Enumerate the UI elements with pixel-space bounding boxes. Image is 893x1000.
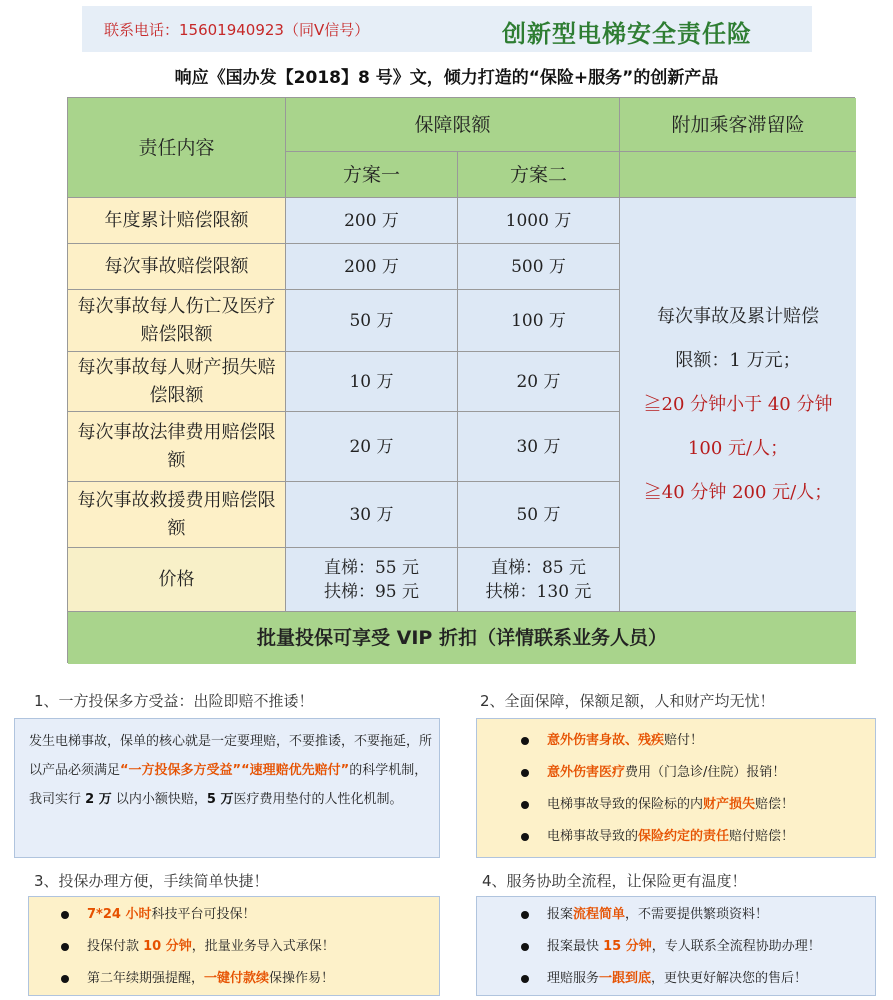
bullet-icon bbox=[521, 801, 529, 809]
price-plan1-escalator: 扶梯：95 元 bbox=[323, 581, 420, 602]
section2-title: 2、全面保障，保额足额，人和财产均无忧！ bbox=[480, 692, 775, 710]
row-plan1-value: 50 万 bbox=[286, 290, 458, 352]
row-label: 年度累计赔偿限额 bbox=[68, 198, 286, 244]
section2-list bbox=[547, 725, 893, 853]
header-plan2: 方案二 bbox=[458, 152, 620, 198]
price-plan1 bbox=[286, 548, 458, 612]
header-extra-blank bbox=[620, 152, 856, 198]
list-item: 报案最快 15 分钟，专人联系全流程协助办理！ bbox=[547, 931, 893, 963]
row-plan2-value: 30 万 bbox=[458, 412, 620, 482]
row-label: 每次事故每人伤亡及医疗赔偿限额 bbox=[68, 290, 286, 352]
price-plan2 bbox=[458, 548, 620, 612]
section3-box bbox=[28, 896, 440, 996]
list-item: 报案流程简单，不需要提供繁琐资料！ bbox=[547, 899, 893, 931]
list-item: 意外伤害医疗费用（门急诊/住院）报销！ bbox=[547, 757, 893, 789]
row-plan2-value: 500 万 bbox=[458, 244, 620, 290]
section1-box bbox=[14, 718, 440, 858]
bullet-icon bbox=[61, 911, 69, 919]
list-item: 理赔服务一跟到底，更快更好解决您的售后！ bbox=[547, 963, 893, 995]
extra-coverage-details bbox=[620, 198, 856, 612]
price-plan2-elevator: 直梯：85 元 bbox=[490, 557, 587, 578]
section2-box bbox=[476, 718, 876, 858]
list-item: 7*24 小时科技平台可投保！ bbox=[87, 899, 497, 931]
header-limit: 保障限额 bbox=[286, 98, 620, 152]
row-plan1-value: 10 万 bbox=[286, 352, 458, 412]
coverage-table bbox=[67, 97, 855, 663]
header-extra: 附加乘客滞留险 bbox=[620, 98, 856, 152]
extra-line: 限额：1 万元； bbox=[675, 349, 801, 371]
section4-list bbox=[547, 899, 893, 995]
row-plan1-value: 200 万 bbox=[286, 198, 458, 244]
header-responsibility: 责任内容 bbox=[68, 98, 286, 198]
section4-title: 4、服务协助全流程，让保险更有温度！ bbox=[482, 872, 747, 890]
price-label: 价格 bbox=[68, 548, 286, 612]
row-label: 每次事故法律费用赔偿限额 bbox=[68, 412, 286, 482]
bullet-icon bbox=[521, 737, 529, 745]
extra-line: 100 元/人； bbox=[687, 437, 789, 459]
list-item: 意外伤害身故、残疾赔付！ bbox=[547, 725, 893, 757]
section3-title: 3、投保办理方便，手续简单快捷！ bbox=[34, 872, 269, 890]
row-plan2-value: 20 万 bbox=[458, 352, 620, 412]
section1-text: 发生电梯事故，保单的核心就是一定要理赔，不要推诿，不要拖延，所以产品必须满足“一方投保多方受益”“速理赔优先赔付”的科学机制，我司实行 2 万 以内小额快赔，5 万医疗费用垫付的人性化机制。 bbox=[29, 734, 433, 807]
row-plan1-value: 30 万 bbox=[286, 482, 458, 548]
bullet-icon bbox=[521, 833, 529, 841]
section4-box bbox=[476, 896, 876, 996]
row-label: 每次事故赔偿限额 bbox=[68, 244, 286, 290]
row-plan1-value: 200 万 bbox=[286, 244, 458, 290]
list-item: 电梯事故导致的保险标的内财产损失赔偿！ bbox=[547, 789, 893, 821]
bullet-icon bbox=[521, 975, 529, 983]
contact-phone: 联系电话：15601940923（同V信号） bbox=[104, 21, 370, 39]
row-plan2-value: 50 万 bbox=[458, 482, 620, 548]
list-item: 电梯事故导致的保险约定的责任赔付赔偿！ bbox=[547, 821, 893, 853]
price-plan1-elevator: 直梯：55 元 bbox=[323, 557, 420, 578]
row-plan1-value: 20 万 bbox=[286, 412, 458, 482]
row-label: 每次事故救援费用赔偿限额 bbox=[68, 482, 286, 548]
bullet-icon bbox=[521, 943, 529, 951]
table-footer: 批量投保可享受 VIP 折扣（详情联系业务人员） bbox=[68, 612, 856, 664]
section1-title: 1、一方投保多方受益：出险即赔不推诿！ bbox=[34, 692, 314, 710]
price-plan2-escalator: 扶梯：130 元 bbox=[485, 581, 592, 602]
extra-line: ≧40 分钟 200 元/人； bbox=[643, 481, 833, 503]
header-banner bbox=[82, 6, 812, 52]
extra-line: ≧20 分钟小于 40 分钟 bbox=[643, 393, 833, 415]
bullet-icon bbox=[521, 911, 529, 919]
section3-list bbox=[87, 899, 497, 995]
page-subtitle: 响应《国办发【2018】8 号》文，倾力打造的“保险+服务”的创新产品 bbox=[174, 68, 719, 88]
banner-title: 创新型电梯安全责任险 bbox=[502, 20, 752, 48]
row-plan2-value: 100 万 bbox=[458, 290, 620, 352]
row-plan2-value: 1000 万 bbox=[458, 198, 620, 244]
list-item: 第二年续期强提醒，一键付款续保操作易！ bbox=[87, 963, 497, 995]
extra-line: 每次事故及累计赔偿 bbox=[657, 305, 819, 327]
list-item: 投保付款 10 分钟，批量业务导入式承保！ bbox=[87, 931, 497, 963]
bullet-icon bbox=[521, 769, 529, 777]
bullet-icon bbox=[61, 975, 69, 983]
row-label: 每次事故每人财产损失赔偿限额 bbox=[68, 352, 286, 412]
bullet-icon bbox=[61, 943, 69, 951]
header-plan1: 方案一 bbox=[286, 152, 458, 198]
